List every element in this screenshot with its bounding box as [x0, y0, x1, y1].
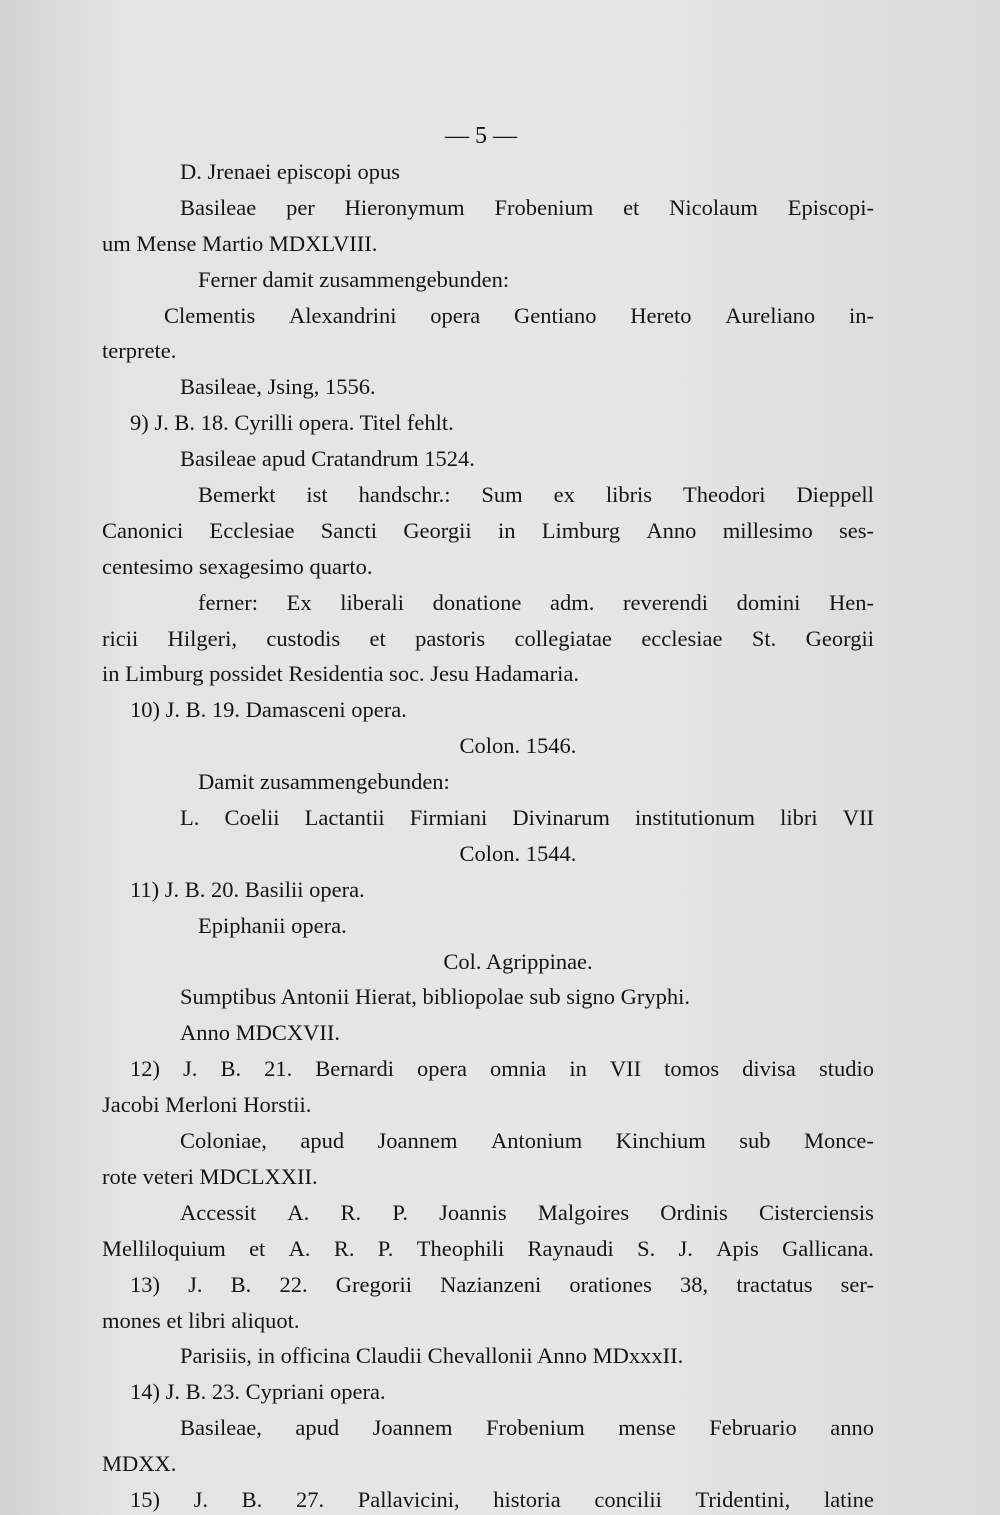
text-line: Basileae per Hieronymum Frobenium et Nicolaum Episcopi-	[180, 194, 874, 220]
text-line: Melliloquium et A. R. P. Theophili Raynaudi S. J. Apis Gallicana.	[102, 1235, 874, 1261]
text-line: rote veteri MDCLXXII.	[102, 1163, 318, 1189]
text-line: ferner: Ex liberali donatione adm. reverendi domini Hen-	[198, 589, 874, 615]
page-number: — 5 —	[445, 123, 517, 149]
page-content	[102, 118, 874, 1515]
text-line: 9) J. B. 18. Cyrilli opera. Titel fehlt.	[130, 410, 454, 436]
text-line: 10) J. B. 19. Damasceni opera.	[130, 697, 407, 723]
text-line: centesimo sexagesimo quarto.	[102, 553, 373, 579]
text-line: terprete.	[102, 338, 177, 364]
text-line: mones et libri aliquot.	[102, 1307, 300, 1333]
text-line: in Limburg possidet Residentia soc. Jesu Hadamaria.	[102, 661, 579, 687]
text-line: Accessit A. R. P. Joannis Malgoires Ordinis Cisterciensis	[180, 1199, 874, 1225]
text-line: Parisiis, in officina Claudii Chevallonii Anno MDxxxII.	[180, 1343, 684, 1369]
text-line: D. Jrenaei episcopi opus	[180, 159, 400, 184]
text-body	[102, 154, 874, 1515]
text-line: MDXX.	[102, 1451, 177, 1477]
text-line: Clementis Alexandrini opera Gentiano Hereto Aureliano in-	[164, 302, 874, 328]
text-line: Epiphanii opera.	[198, 912, 347, 938]
text-line: Basileae, Jsing, 1556.	[180, 374, 376, 400]
text-line: Colon. 1544.	[459, 840, 577, 866]
text-line: Sumptibus Antonii Hierat, bibliopolae sub signo Gryphi.	[180, 984, 690, 1010]
text-line: Ferner damit zusammengebunden:	[198, 266, 510, 292]
text-line: ricii Hilgeri, custodis et pastoris collegiatae ecclesiae St. Georgii	[102, 625, 874, 651]
text-line: 11) J. B. 20. Basilii opera.	[130, 876, 365, 902]
text-line: 13) J. B. 22. Gregorii Nazianzeni orationes 38, tractatus ser-	[130, 1271, 874, 1297]
text-line: Jacobi Merloni Horstii.	[102, 1092, 312, 1118]
text-line: 12) J. B. 21. Bernardi opera omnia in VII tomos divisa studio	[130, 1056, 874, 1082]
text-line: Bemerkt ist handschr.: Sum ex libris Theodori Dieppell	[198, 482, 874, 508]
text-line: Coloniae, apud Joannem Antonium Kinchium sub Monce-	[180, 1128, 874, 1154]
text-line: 14) J. B. 23. Cypriani opera.	[130, 1379, 386, 1405]
text-line: 15) J. B. 27. Pallavicini, historia concilii Tridentini, latine	[130, 1486, 874, 1512]
text-line: um Mense Martio MDXLVIII.	[102, 230, 378, 256]
text-line: Anno MDCXVII.	[180, 1020, 340, 1046]
text-line: Colon. 1546.	[459, 733, 577, 759]
text-line: Basileae, apud Joannem Frobenium mense Februario anno	[180, 1415, 874, 1441]
text-line: Col. Agrippinae.	[443, 948, 593, 974]
text-line: Basileae apud Cratandrum 1524.	[180, 446, 475, 472]
text-line: L. Coelii Lactantii Firmiani Divinarum institutionum libri VII	[180, 805, 874, 831]
text-line: Damit zusammengebunden:	[198, 769, 450, 795]
text-line: Canonici Ecclesiae Sancti Georgii in Limburg Anno millesimo ses-	[102, 517, 874, 543]
